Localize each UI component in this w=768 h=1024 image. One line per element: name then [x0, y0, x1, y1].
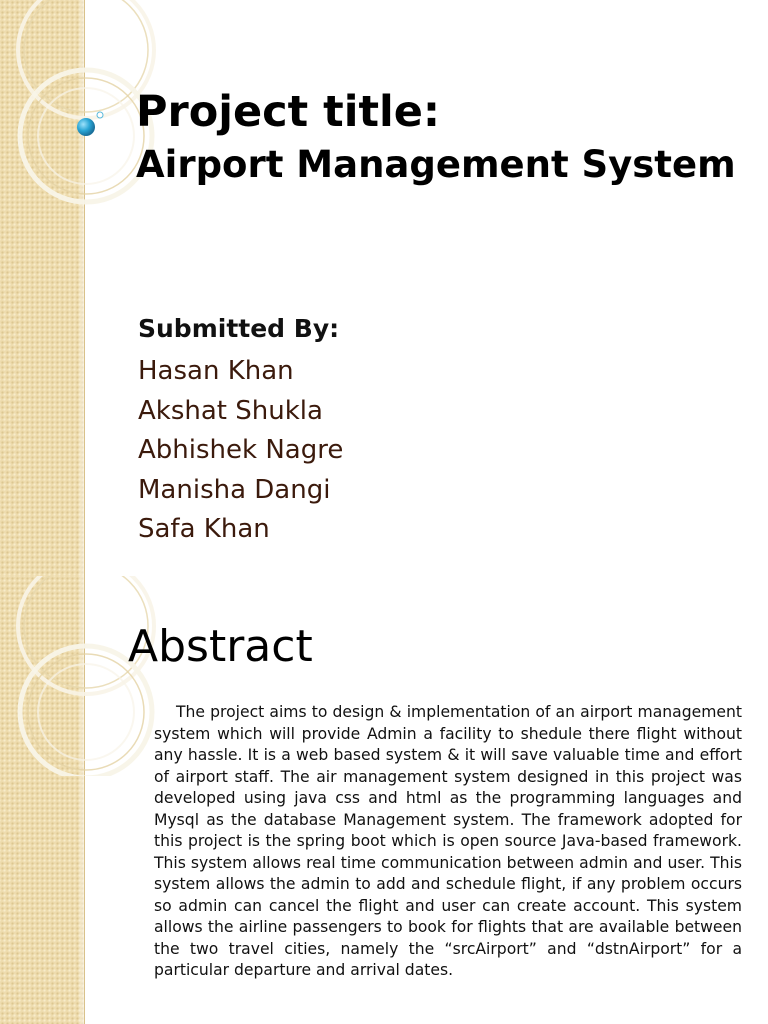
list-item: Manisha Dangi: [138, 474, 331, 505]
project-name: Airport Management System: [136, 143, 736, 186]
list-item: Akshat Shukla: [138, 395, 323, 426]
list-item: Hasan Khan: [138, 356, 294, 386]
abstract-body: The project aims to design & implementation of an airport management system which will provide Admin a facility to shedule there flight without any hassle. It is a web based system & it will save valuable time and effort of airport staff. The air management system designed in this project was developed using java css and html as the programming languages and Mysql as the database Management system. The framework adopted for this project is the spring boot which is open source Java-based framework. This system allows real time communication between admin and user. This system allows the admin to add and schedule flight, if any problem occurs so admin can cancel the flight and user can create account. This system allows the airline passengers to book for flights that are available between the two travel cities, namely the “srcAirport” and “dstnAirport” for a particular departure and arrival dates.: [154, 703, 742, 979]
abstract-heading: Abstract: [128, 621, 313, 672]
list-item: Abhishek Nagre: [138, 435, 344, 466]
abstract-slide: [0, 576, 768, 1024]
submitted-by-heading: Submitted By:: [138, 314, 340, 343]
page-title: Project title:: [136, 87, 441, 137]
decorative-rings: [0, 576, 160, 776]
member-list: [138, 352, 343, 550]
bullet-dot-icon: [0, 0, 120, 160]
list-item: Safa Khan: [138, 514, 270, 545]
